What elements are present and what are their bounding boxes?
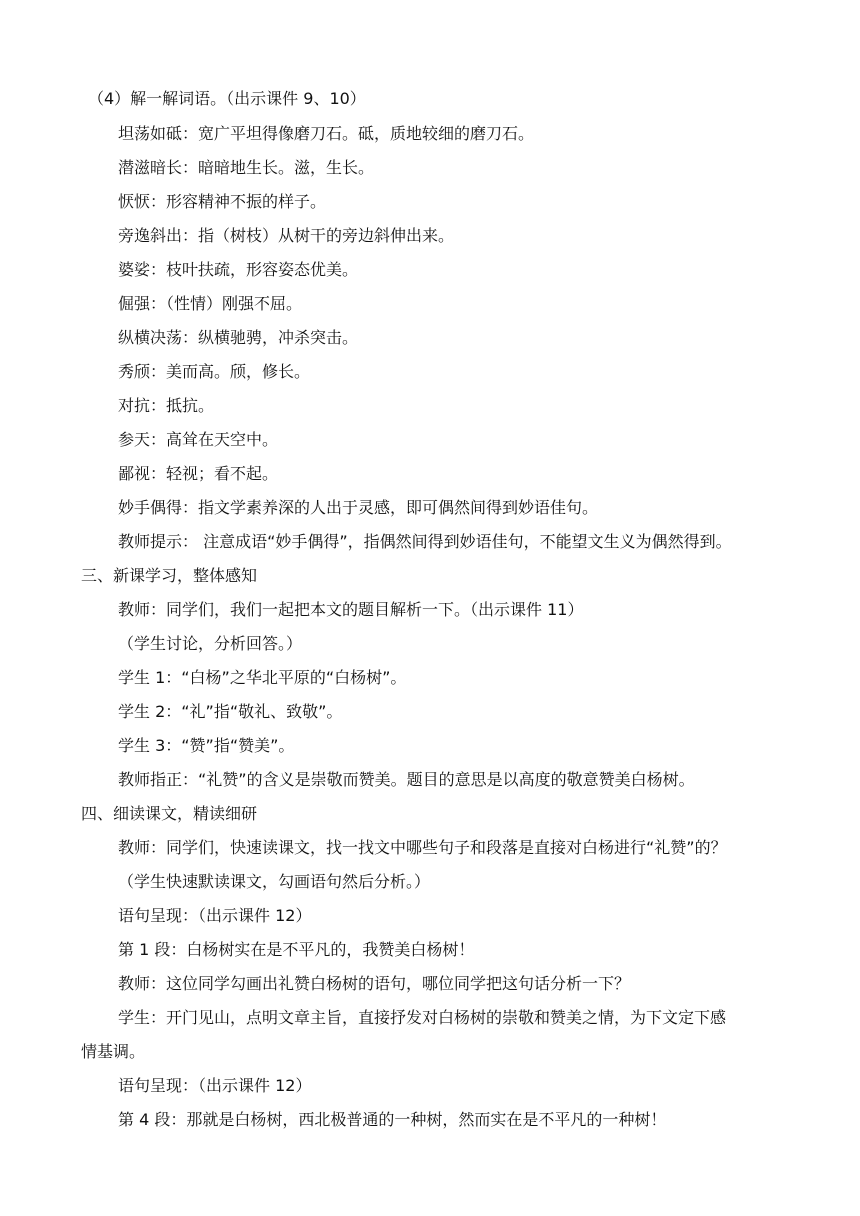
section-heading-vocab: （4）解一解词语。（出示课件 9、10） [88,89,366,108]
paragraph: 学生 1：“白杨”之华北平原的“白杨树”。 [118,668,407,687]
vocab-item-duikang: 对抗：抵抗。 [118,396,215,415]
vocab-item-cantian: 参天：高耸在天空中。 [118,430,279,449]
paragraph: 学生 2：“礼”指“敬礼、致敬”。 [118,702,343,721]
vocab-item-zonghengjuedang: 纵横决荡：纵横驰骋，冲杀突击。 [118,328,359,347]
paragraph: 第 4 段：那就是白杨树，西北极普通的一种树，然而实在是不平凡的一种树！ [118,1110,667,1129]
teacher-tip: 教师提示： 注意成语“妙手偶得”，指偶然间得到妙语佳句，不能望文生义为偶然得到。 [118,532,732,551]
paragraph: 语句呈现：（出示课件 12） [118,906,312,925]
paragraph: 第 1 段：白杨树实在是不平凡的，我赞美白杨树！ [118,940,475,959]
vocab-item-qianzianzhang: 潜滋暗长：暗暗地生长。滋，生长。 [118,158,375,177]
section-heading-new-lesson: 三、新课学习，整体感知 [81,566,258,585]
vocab-item-posuo: 婆娑：枝叶扶疏，形容姿态优美。 [118,260,359,279]
vocab-item-pangyixiechu: 旁逸斜出：指（树枝）从树干的旁边斜伸出来。 [118,226,455,245]
paragraph: 教师：这位同学勾画出礼赞白杨树的语句，哪位同学把这句话分析一下？ [118,974,631,993]
vocab-item-tandangrudi: 坦荡如砥：宽广平坦得像磨刀石。砥，质地较细的磨刀石。 [118,124,535,143]
paragraph: 学生：开门见山，点明文章主旨，直接抒发对白杨树的崇敬和赞美之情，为下文定下感 [118,1008,727,1027]
section-heading-close-reading: 四、细读课文，精读细研 [81,804,258,823]
paragraph: 学生 3：“赞”指“赞美”。 [118,736,295,755]
vocab-item-juejiang: 倔强：（性情）刚强不屈。 [118,294,303,313]
paragraph: 教师指正：“礼赞”的含义是崇敬而赞美。题目的意思是以高度的敬意赞美白杨树。 [118,770,695,789]
vocab-item-bishi: 鄙视：轻视；看不起。 [118,464,279,483]
vocab-item-xiuqi: 秀颀：美而高。颀，修长。 [118,362,311,381]
vocab-item-yanyan: 恹恹：形容精神不振的样子。 [118,192,327,211]
paragraph: （学生快速默读课文，勾画语句然后分析。） [118,872,431,891]
paragraph: （学生讨论，分析回答。） [118,634,303,653]
paragraph: 语句呈现：（出示课件 12） [118,1076,312,1095]
paragraph-continuation: 情基调。 [81,1042,146,1061]
paragraph: 教师：同学们，快速读课文，找一找文中哪些句子和段落是直接对白杨进行“礼赞”的？ [118,838,727,857]
vocab-item-miaoshououde: 妙手偶得：指文学素养深的人出于灵感，即可偶然间得到妙语佳句。 [118,498,599,517]
paragraph: 教师：同学们，我们一起把本文的题目解析一下。（出示课件 11） [118,600,584,619]
